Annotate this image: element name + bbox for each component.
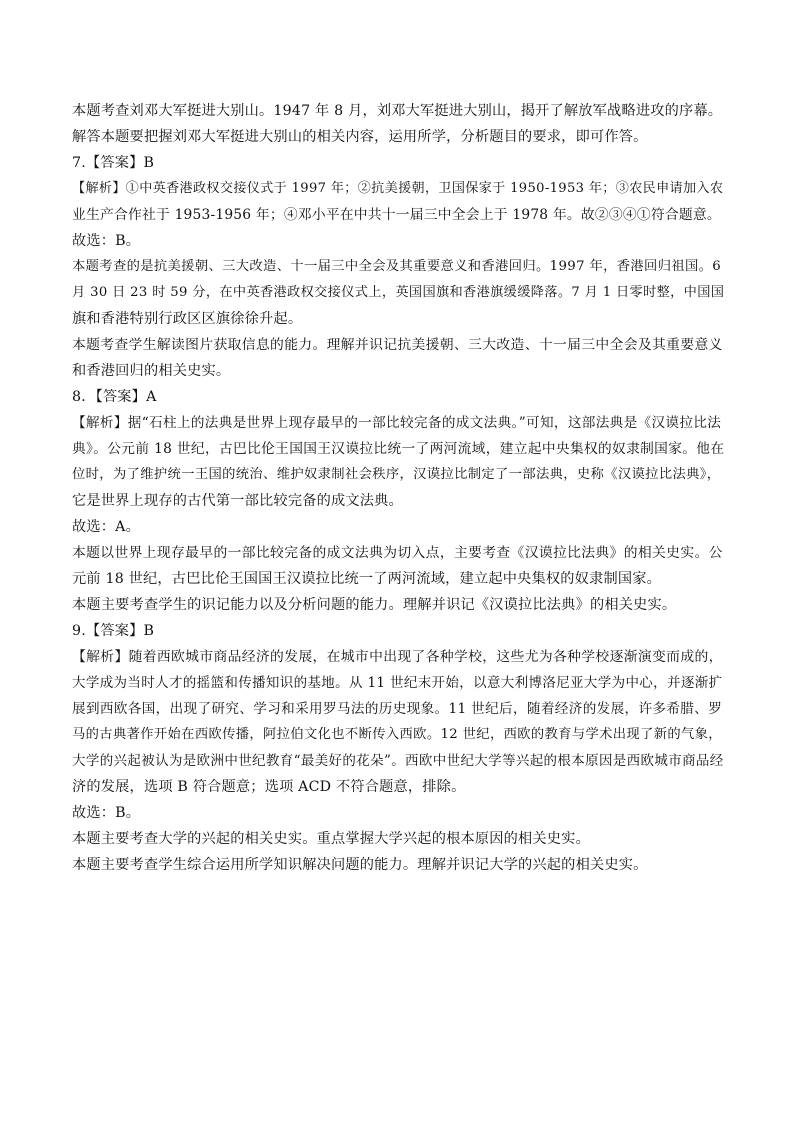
text-line: 和香港回归的相关史实。 — [72, 363, 231, 379]
answer-heading: 7.【答案】B — [72, 155, 155, 171]
text-line: 济的发展，选项 B 符合题意；选项 ACD 不符合题意，排除。 — [72, 779, 466, 795]
answer-heading: 9.【答案】B — [72, 623, 155, 639]
text-line: 马的古典著作开始在西欧传播，阿拉伯文化也不断传入西欧。12 世纪，西欧的教育与学术出现了新的气象， — [72, 727, 722, 742]
text-line: 本题主要考查大学的兴起的相关史实。重点掌握大学兴起的根本原因的相关史实。 — [72, 831, 590, 847]
text-line: 元前 18 世纪，古巴比伦王国国王汉谟拉比统一了两河流域，建立起中央集权的奴隶制国家。 — [72, 571, 661, 587]
text-line: 解答本题要把握刘邓大军挺进大别山的相关内容，运用所学，分析题目的要求，即可作答。 — [72, 129, 648, 145]
choice-line: 故选：B。 — [72, 805, 141, 821]
text-line: 大学的兴起被认为是欧洲中世纪教育“最美好的花朵”。西欧中世纪大学等兴起的根本原因是西欧城市商品经 — [72, 753, 724, 769]
text-line: 旗和香港特别行政区区旗徐徐升起。 — [72, 311, 303, 327]
text-line: 本题考查刘邓大军挺进大别山。1947 年 8 月，刘邓大军挺进大别山，揭开了解放军战略进攻的序幕。 — [72, 103, 723, 119]
text-line: 它是世界上现存的古代第一部比较完备的成文法典。 — [72, 493, 403, 509]
choice-line: 故选：B。 — [72, 233, 141, 249]
text-line: 本题考查学生解读图片获取信息的能力。理解并识记抗美援朝、三大改造、十一届三中全会及其重要意义 — [72, 337, 723, 353]
text-line: 月 30 日 23 时 59 分，在中英香港政权交接仪式上，英国国旗和香港旗缓缓降落。7 月 1 日零时整，中国国 — [72, 285, 725, 300]
text-line: 展到西欧各国，出现了研究、学习和采用罗马法的历史现象。11 世纪后，随着经济的发展，许多希腊、罗 — [72, 701, 723, 717]
text-line: 典》。公元前 18 世纪，古巴比伦王国国王汉谟拉比统一了两河流域，建立起中央集权的奴隶制国家。他在 — [72, 441, 725, 457]
text-line: 本题主要考查学生综合运用所学知识解决问题的能力。理解并识记大学的兴起的相关史实。 — [72, 857, 648, 873]
text-line: 本题主要考查学生的识记能力以及分析问题的能力。理解并识记《汉谟拉比法典》的相关史实。 — [72, 597, 677, 613]
answer-heading: 8．【答案】A — [72, 389, 157, 405]
text-line: 【解析】①中英香港政权交接仪式于 1997 年；②抗美援朝，卫国保家于 1950-1953 年；③农民申请加入农 — [72, 181, 724, 196]
text-line: 本题以世界上现存最早的一部比较完备的成文法典为切入点，主要考查《汉谟拉比法典》的相关史实。公 — [72, 545, 723, 561]
document-body — [72, 98, 724, 878]
text-line: 【解析】随着西欧城市商品经济的发展，在城市中出现了各种学校，这些尤为各种学校逐渐演变而成的， — [72, 649, 723, 665]
text-line: 【解析】据“石柱上的法典是世界上现存最早的一部比较完备的成文法典。”可知，这部法典是《汉谟拉比法 — [72, 415, 722, 431]
text-line: 本题考查的是抗美援朝、三大改造、十一届三中全会及其重要意义和香港回归。1997 年，香港回归祖国。6 — [72, 259, 722, 274]
text-line: 业生产合作社于 1953-1956 年；④邓小平在中共十一届三中全会上于 1978 年。故②③④①符合题意。 — [72, 207, 721, 223]
text-line: 位时，为了维护统一王国的统治、维护奴隶制社会秩序，汉谟拉比制定了一部法典，史称《汉谟拉比法典》， — [72, 467, 721, 482]
text-line: 大学成为当时人才的摇篮和传播知识的基地。从 11 世纪末开始，以意大利博洛尼亚大学为中心，并逐渐扩 — [72, 675, 723, 691]
choice-line: 故选：A。 — [72, 519, 140, 535]
